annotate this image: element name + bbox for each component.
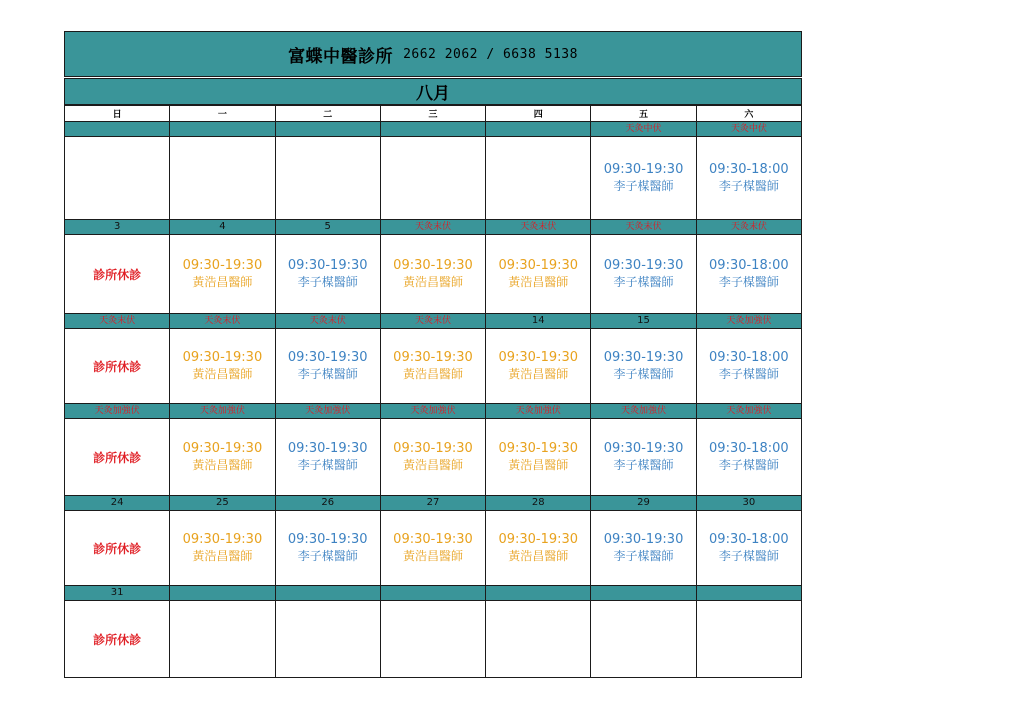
doctor-name: 李子楳醫師 — [297, 549, 358, 563]
day-header-cell: 天灸末伏 — [591, 220, 696, 235]
clinic-closed-label: 診所休診 — [93, 359, 142, 374]
day-cell[interactable] — [696, 601, 801, 678]
clinic-phones: 2662 2062 / 6638 5138 — [403, 46, 578, 62]
day-header-cell: 25 — [170, 496, 275, 511]
day-cell[interactable] — [591, 511, 696, 586]
month-banner — [64, 78, 802, 105]
weekday-sat: 六 — [696, 106, 801, 122]
clinic-title-banner — [64, 31, 802, 77]
clinic-hours: 09:30-19:30 — [603, 258, 684, 273]
week-header-row — [65, 496, 802, 511]
day-cell[interactable] — [170, 601, 275, 678]
doctor-name: 李子楳醫師 — [718, 367, 779, 381]
day-cell[interactable] — [65, 601, 170, 678]
clinic-hours: 09:30-18:00 — [709, 258, 789, 273]
week-header-row — [65, 404, 802, 419]
day-header-cell — [65, 122, 170, 137]
doctor-name: 李子楳醫師 — [613, 367, 674, 381]
day-cell[interactable] — [591, 419, 696, 496]
week-header-row — [65, 586, 802, 601]
day-header-cell: 天灸末伏 — [275, 314, 380, 329]
day-header-cell: 天灸加強伏 — [696, 404, 801, 419]
day-header-cell: 24 — [65, 496, 170, 511]
clinic-hours: 09:30-19:30 — [603, 350, 684, 365]
doctor-name: 黃浩昌醫師 — [508, 549, 569, 563]
day-cell[interactable] — [486, 235, 591, 314]
clinic-closed-label: 診所休診 — [93, 541, 142, 556]
clinic-hours: 09:30-19:30 — [287, 258, 368, 273]
day-header-cell: 天灸加強伏 — [170, 404, 275, 419]
day-cell[interactable] — [65, 329, 170, 404]
doctor-name: 黃浩昌醫師 — [402, 275, 463, 289]
day-cell[interactable] — [275, 511, 380, 586]
day-header-cell: 31 — [65, 586, 170, 601]
weekday-thu: 四 — [486, 106, 591, 122]
day-cell[interactable] — [275, 329, 380, 404]
week-header-row — [65, 314, 802, 329]
day-header-cell: 天灸末伏 — [380, 220, 485, 235]
day-cell[interactable] — [170, 329, 275, 404]
doctor-name: 黃浩昌醫師 — [508, 458, 569, 472]
week-body-row — [65, 235, 802, 314]
day-cell[interactable] — [170, 137, 275, 220]
day-header-cell: 14 — [486, 314, 591, 329]
day-header-cell: 天灸中伏 — [696, 122, 801, 137]
doctor-name: 黃浩昌醫師 — [402, 549, 463, 563]
day-cell[interactable] — [170, 419, 275, 496]
clinic-hours: 09:30-19:30 — [393, 532, 473, 547]
clinic-hours: 09:30-19:30 — [498, 350, 579, 365]
day-cell[interactable] — [696, 235, 801, 314]
day-cell[interactable] — [486, 137, 591, 220]
clinic-hours: 09:30-19:30 — [287, 350, 368, 365]
day-cell[interactable] — [275, 137, 380, 220]
day-cell[interactable] — [380, 601, 485, 678]
weekday-tue: 二 — [275, 106, 380, 122]
day-cell[interactable] — [486, 419, 591, 496]
day-cell[interactable] — [170, 511, 275, 586]
schedule-sheet — [64, 31, 802, 678]
clinic-hours: 09:30-19:30 — [498, 532, 579, 547]
day-header-cell: 天灸加強伏 — [275, 404, 380, 419]
clinic-hours: 09:30-19:30 — [498, 258, 579, 273]
week-body-row — [65, 419, 802, 496]
weekday-fri: 五 — [591, 106, 696, 122]
day-cell[interactable] — [275, 235, 380, 314]
clinic-closed-label: 診所休診 — [93, 267, 142, 282]
doctor-name: 李子楳醫師 — [613, 549, 674, 563]
day-cell[interactable] — [275, 419, 380, 496]
day-header-cell: 天灸末伏 — [380, 314, 485, 329]
day-cell[interactable] — [170, 235, 275, 314]
day-header-cell: 天灸中伏 — [591, 122, 696, 137]
day-header-cell: 27 — [380, 496, 485, 511]
day-header-cell: 26 — [275, 496, 380, 511]
doctor-name: 李子楳醫師 — [718, 275, 779, 289]
day-header-cell: 天灸末伏 — [486, 220, 591, 235]
day-cell[interactable] — [591, 137, 696, 220]
day-header-cell — [696, 586, 801, 601]
day-cell[interactable] — [65, 235, 170, 314]
day-header-cell: 29 — [591, 496, 696, 511]
doctor-name: 黃浩昌醫師 — [192, 275, 253, 289]
calendar-table — [64, 105, 802, 678]
day-cell[interactable] — [486, 601, 591, 678]
doctor-name: 李子楳醫師 — [297, 458, 358, 472]
week-body-row — [65, 329, 802, 404]
clinic-hours: 09:30-19:30 — [182, 532, 263, 547]
doctor-name: 李子楳醫師 — [718, 549, 779, 563]
clinic-name: 富蝶中醫診所 — [288, 46, 394, 67]
day-cell[interactable] — [486, 511, 591, 586]
clinic-hours: 09:30-19:30 — [603, 162, 684, 177]
day-header-cell: 5 — [275, 220, 380, 235]
doctor-name: 黃浩昌醫師 — [508, 367, 569, 381]
day-cell[interactable] — [65, 511, 170, 586]
weekday-mon: 一 — [170, 106, 275, 122]
month-label: 八月 — [416, 84, 450, 104]
day-header-cell: 28 — [486, 496, 591, 511]
day-header-cell — [380, 586, 485, 601]
day-cell[interactable] — [380, 329, 485, 404]
clinic-hours: 09:30-19:30 — [603, 532, 684, 547]
clinic-hours: 09:30-19:30 — [182, 350, 263, 365]
day-cell[interactable] — [380, 137, 485, 220]
doctor-name: 黃浩昌醫師 — [402, 458, 463, 472]
day-cell[interactable] — [696, 419, 801, 496]
day-header-cell: 15 — [591, 314, 696, 329]
doctor-name: 李子楳醫師 — [297, 367, 358, 381]
day-header-cell: 天灸加強伏 — [591, 404, 696, 419]
doctor-name: 李子楳醫師 — [613, 458, 674, 472]
clinic-hours: 09:30-18:00 — [709, 441, 789, 456]
clinic-hours: 09:30-19:30 — [287, 441, 368, 456]
weekday-sun: 日 — [65, 106, 170, 122]
week-header-row — [65, 220, 802, 235]
day-header-cell: 30 — [696, 496, 801, 511]
day-cell[interactable] — [696, 511, 801, 586]
weekday-wed: 三 — [380, 106, 485, 122]
doctor-name: 李子楳醫師 — [613, 179, 674, 193]
day-cell[interactable] — [591, 235, 696, 314]
day-cell[interactable] — [591, 601, 696, 678]
day-cell[interactable] — [486, 329, 591, 404]
week-body-row — [65, 511, 802, 586]
clinic-hours: 09:30-19:30 — [498, 441, 579, 456]
day-header-cell — [591, 586, 696, 601]
clinic-closed-label: 診所休診 — [93, 632, 142, 647]
clinic-hours: 09:30-19:30 — [182, 441, 263, 456]
day-cell[interactable] — [591, 329, 696, 404]
clinic-hours: 09:30-19:30 — [287, 532, 368, 547]
day-header-cell — [275, 586, 380, 601]
day-header-cell: 天灸加強伏 — [380, 404, 485, 419]
day-header-cell: 天灸末伏 — [65, 314, 170, 329]
doctor-name: 黃浩昌醫師 — [402, 367, 463, 381]
day-header-cell — [486, 122, 591, 137]
clinic-closed-label: 診所休診 — [93, 450, 142, 465]
day-header-cell: 4 — [170, 220, 275, 235]
clinic-hours: 09:30-19:30 — [393, 350, 473, 365]
doctor-name: 黃浩昌醫師 — [192, 549, 253, 563]
day-header-cell — [275, 122, 380, 137]
doctor-name: 李子楳醫師 — [297, 275, 358, 289]
day-cell[interactable] — [696, 329, 801, 404]
day-header-cell — [170, 122, 275, 137]
day-header-cell: 天灸加強伏 — [65, 404, 170, 419]
weekday-row — [65, 106, 802, 122]
day-header-cell — [486, 586, 591, 601]
day-header-cell: 天灸末伏 — [170, 314, 275, 329]
clinic-hours: 09:30-19:30 — [393, 441, 473, 456]
week-body-row — [65, 137, 802, 220]
day-cell[interactable] — [696, 137, 801, 220]
day-cell[interactable] — [380, 419, 485, 496]
day-header-cell: 天灸加強伏 — [696, 314, 801, 329]
doctor-name: 李子楳醫師 — [718, 458, 779, 472]
day-header-cell — [380, 122, 485, 137]
clinic-hours: 09:30-18:00 — [709, 532, 789, 547]
day-cell[interactable] — [380, 235, 485, 314]
clinic-hours: 09:30-19:30 — [182, 258, 263, 273]
week-body-row — [65, 601, 802, 678]
day-cell[interactable] — [275, 601, 380, 678]
day-cell[interactable] — [380, 511, 485, 586]
day-header-cell — [170, 586, 275, 601]
doctor-name: 黃浩昌醫師 — [192, 458, 253, 472]
day-cell[interactable] — [65, 137, 170, 220]
day-header-cell: 天灸加強伏 — [486, 404, 591, 419]
clinic-hours: 09:30-18:00 — [709, 162, 789, 177]
clinic-hours: 09:30-19:30 — [393, 258, 473, 273]
doctor-name: 李子楳醫師 — [718, 179, 779, 193]
clinic-hours: 09:30-18:00 — [709, 350, 789, 365]
day-header-cell: 3 — [65, 220, 170, 235]
day-cell[interactable] — [65, 419, 170, 496]
day-header-cell: 天灸末伏 — [696, 220, 801, 235]
week-header-row — [65, 122, 802, 137]
clinic-hours: 09:30-19:30 — [603, 441, 684, 456]
doctor-name: 黃浩昌醫師 — [508, 275, 569, 289]
doctor-name: 李子楳醫師 — [613, 275, 674, 289]
doctor-name: 黃浩昌醫師 — [192, 367, 253, 381]
